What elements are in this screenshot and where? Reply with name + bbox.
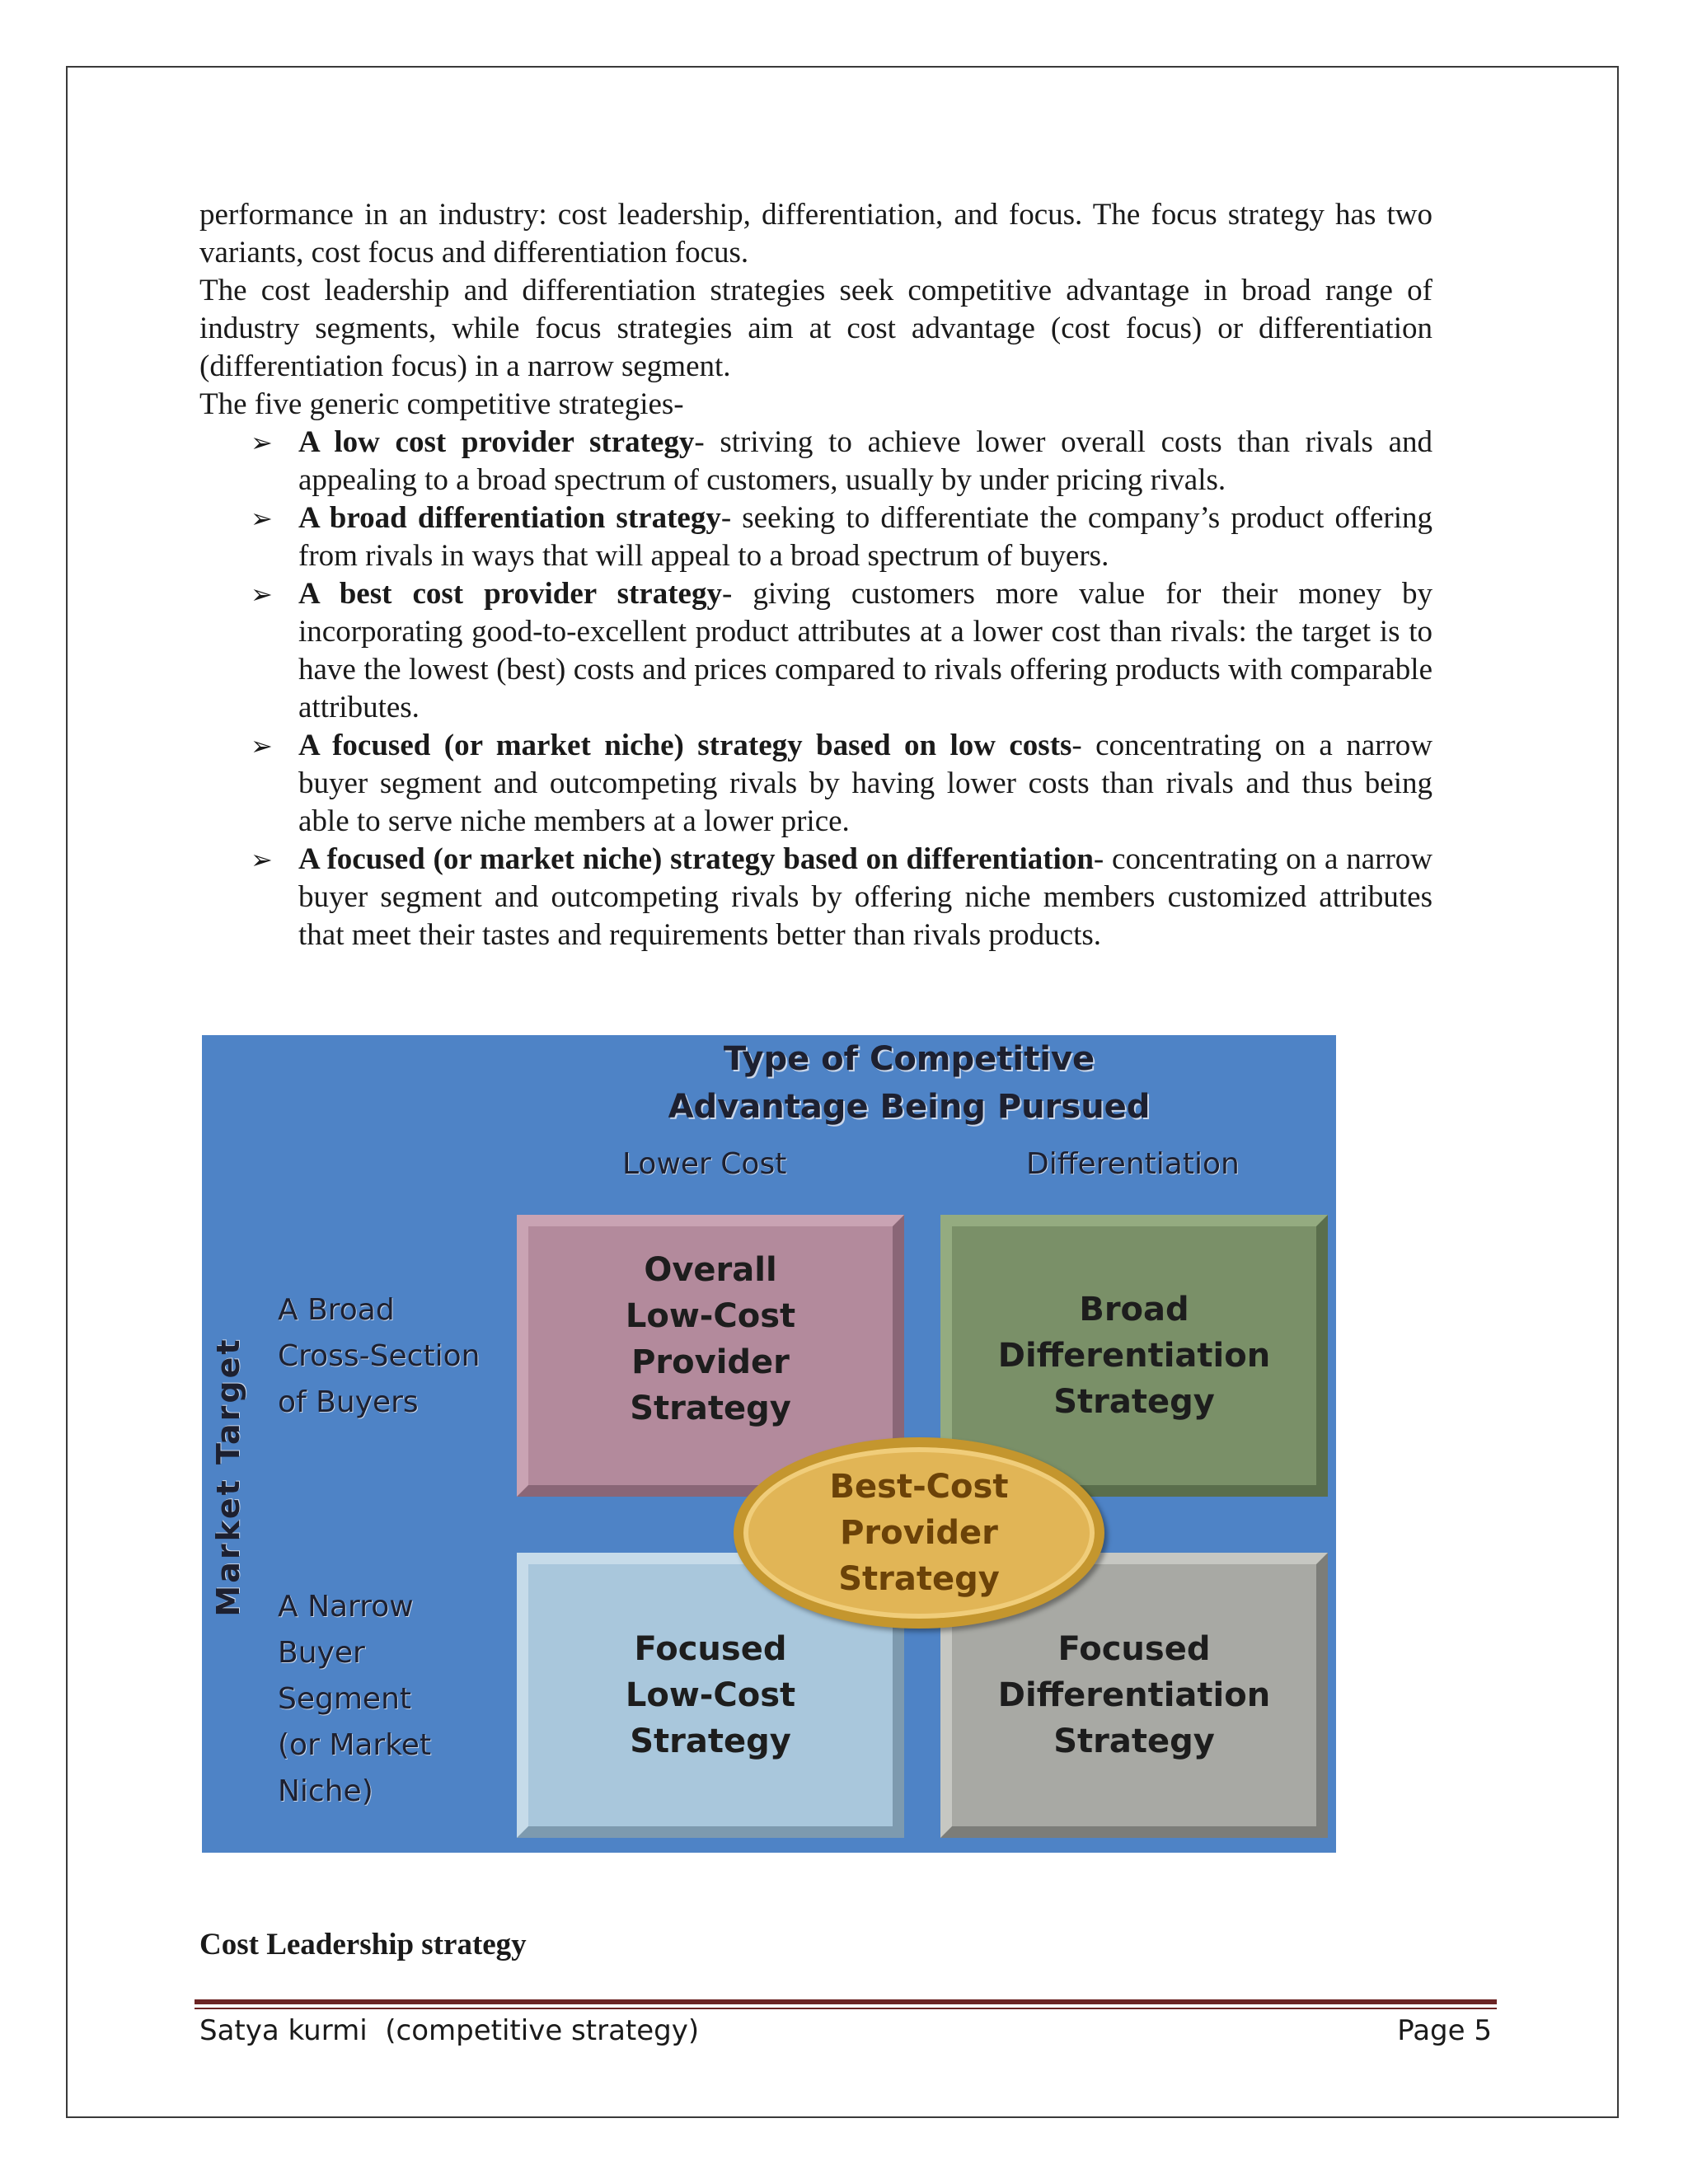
box-label-line: Focused [634, 1630, 787, 1668]
list-item-title: A low cost provider strategy [298, 425, 695, 459]
list-item [199, 499, 1432, 575]
list-item-text: - seeking to differentiate the company’s product offering from rivals in ways that will appeal to a broad spectrum of buyers. [298, 501, 1432, 573]
paragraph-1: performance in an industry: cost leadership, differentiation, and focus. The focus strategy has two variants, cost focus and differentiation focus. [199, 198, 1432, 269]
row-label-line: of Buyers [278, 1385, 419, 1419]
box-label-line: Low-Cost [625, 1676, 796, 1714]
row-label-line: Niche) [278, 1774, 373, 1808]
list-item [199, 575, 1432, 727]
figure-title-line-1: Type of Competitive [723, 1040, 1095, 1078]
list-item-text: - concentrating on a narrow buyer segment and outcompeting rivals by having lower costs than rivals and thus being able to serve niche members at a lower price. [298, 729, 1432, 838]
row-label-line: Segment [278, 1682, 411, 1716]
footer-rule-thin [195, 2008, 1497, 2009]
box-label-line: Differentiation [997, 1676, 1271, 1714]
page-number: Page 5 [1397, 2014, 1492, 2047]
oval-label-line: Strategy [838, 1560, 1000, 1598]
box-label-line: Overall [644, 1251, 777, 1289]
arrowhead-bullet-icon: ➢ [251, 503, 273, 534]
row-label-narrow [278, 1584, 431, 1815]
row-label-line: A Narrow [278, 1590, 414, 1624]
row-label-broad [278, 1287, 480, 1426]
arrowhead-bullet-icon: ➢ [251, 427, 273, 458]
box-label-line: Strategy [1053, 1722, 1215, 1760]
box-label-line: Low-Cost [625, 1297, 796, 1335]
row-label-line: Buyer [278, 1636, 365, 1670]
column-header-differentiation: Differentiation [1026, 1147, 1240, 1181]
figure-title [202, 1035, 1336, 1131]
row-label-line: Cross-Section [278, 1339, 481, 1373]
arrowhead-bullet-icon: ➢ [251, 730, 273, 762]
axis-label-market-target: Market Target [210, 1337, 246, 1617]
list-item-title: A focused (or market niche) strategy based on differentiation [298, 842, 1094, 876]
oval-best-cost-provider [734, 1437, 1104, 1629]
list-item-title: A focused (or market niche) strategy based on low costs [298, 729, 1072, 762]
footer-author: Satya kurmi (competitive strategy) [199, 2014, 700, 2047]
body-text [199, 196, 1432, 954]
list-item-title: A best cost provider strategy [298, 577, 722, 611]
footer-rule [195, 1999, 1497, 2004]
arrowhead-bullet-icon: ➢ [251, 844, 273, 875]
list-item-text: - concentrating on a narrow buyer segment and outcompeting rivals by offering niche members customized attributes that meet their tastes and requirements better than rivals products. [298, 842, 1432, 952]
list-item-title: A broad differentiation strategy [298, 501, 721, 535]
section-heading: Cost Leadership strategy [199, 1928, 527, 1961]
strategy-list [199, 424, 1432, 954]
list-item [199, 727, 1432, 841]
list-item-text: - giving customers more value for their money by incorporating good-to-excellent product attributes at a lower cost than rivals: the target is to have the lowest (best) costs and prices compared to rivals offering products with comparable attributes. [298, 577, 1433, 724]
list-item [199, 424, 1432, 499]
oval-label-line: Provider [840, 1514, 998, 1552]
paragraph-3: The five generic competitive strategies- [199, 387, 684, 421]
box-label-line: Strategy [630, 1722, 791, 1760]
generic-strategies-figure [202, 1035, 1336, 1853]
list-item [199, 841, 1432, 954]
box-label-line: Focused [1057, 1630, 1211, 1668]
figure-title-line-2: Advantage Being Pursued [668, 1088, 1151, 1126]
list-item-text: - striving to achieve lower overall costs than rivals and appealing to a broad spectrum of customers, usually by under pricing rivals. [298, 425, 1432, 497]
box-label-line: Provider [631, 1343, 790, 1381]
arrowhead-bullet-icon: ➢ [251, 579, 273, 610]
oval-label-line: Best-Cost [829, 1468, 1009, 1506]
box-label-line: Strategy [1053, 1383, 1215, 1421]
box-label-line: Broad [1079, 1291, 1189, 1329]
paragraph-2: The cost leadership and differentiation strategies seek competitive advantage in broad range of industry segments, while focus strategies aim at cost advantage (cost focus) or differentiation (differentiation focus) in a narrow segment. [199, 274, 1432, 383]
column-header-lower-cost: Lower Cost [622, 1147, 787, 1181]
box-label-line: Strategy [630, 1390, 791, 1427]
box-label-line: Differentiation [997, 1337, 1271, 1375]
row-label-line: (or Market [278, 1728, 432, 1762]
row-label-line: A Broad [278, 1293, 395, 1327]
